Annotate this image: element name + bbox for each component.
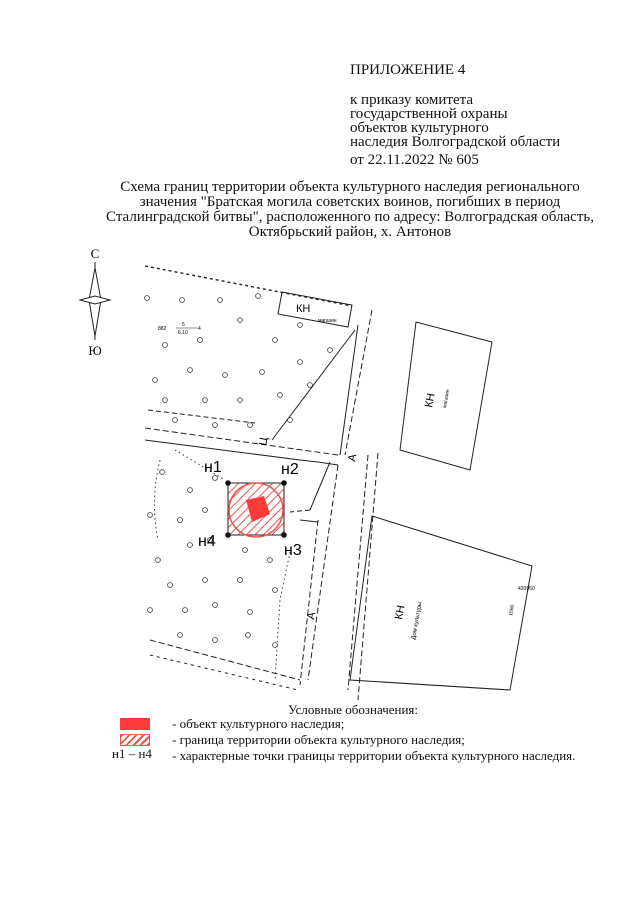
shop-building-right xyxy=(400,322,492,470)
tree-icon xyxy=(238,398,243,403)
tree-symbols xyxy=(145,294,333,648)
parcel-number: 882 xyxy=(158,326,167,332)
tree-icon xyxy=(243,548,248,553)
legend-object-swatch xyxy=(120,718,150,730)
parcel-fraction-bottom: 6.10 xyxy=(178,330,188,336)
south-label: Ю xyxy=(88,343,102,358)
tree-icon xyxy=(148,608,153,613)
zone-label-kn-2: КН xyxy=(423,392,438,409)
point-n2-label: н2 xyxy=(281,461,299,478)
title-line-4: Октябрьский район, х. Антонов xyxy=(248,224,452,240)
tree-icon xyxy=(153,378,158,383)
point-n3-label: н3 xyxy=(284,542,302,559)
tree-icon xyxy=(273,643,278,648)
tree-icon xyxy=(213,603,218,608)
tree-icon xyxy=(256,294,261,299)
tree-icon xyxy=(246,633,251,638)
zone-label-c: Ц xyxy=(257,436,271,447)
zone-label-kn-3: КН xyxy=(393,604,408,621)
tree-icon xyxy=(273,338,278,343)
point-n3-marker xyxy=(281,532,287,538)
zone-sub-shop-1: магазин xyxy=(318,318,337,324)
tree-icon xyxy=(188,368,193,373)
tree-icon xyxy=(213,423,218,428)
tree-icon xyxy=(213,638,218,643)
tree-icon xyxy=(298,360,303,365)
point-n4-marker xyxy=(225,532,231,538)
tree-icon xyxy=(198,338,203,343)
parcel-index: 4 xyxy=(198,326,201,332)
tree-icon xyxy=(278,393,283,398)
shop-building-top xyxy=(278,292,352,327)
tree-icon xyxy=(218,298,223,303)
tree-icon xyxy=(328,348,333,353)
legend-object-text: - объект культурного наследия; xyxy=(172,716,345,731)
tree-icon xyxy=(148,513,153,518)
tree-icon xyxy=(173,418,178,423)
tree-icon xyxy=(156,558,161,563)
culture-house-building xyxy=(350,516,535,690)
point-n2-marker xyxy=(281,480,287,486)
point-n1-marker xyxy=(225,480,231,486)
zone-label-kn-1: КН xyxy=(296,303,311,315)
title-line-2: значения "Братская могила советских воинов, погибших в период xyxy=(139,194,561,210)
tree-icon xyxy=(183,608,188,613)
heritage-territory xyxy=(198,459,302,559)
point-n4-label: н4 xyxy=(198,533,216,550)
tree-icon xyxy=(163,398,168,403)
north-label: С xyxy=(90,246,100,261)
legend-boundary-swatch xyxy=(120,734,150,746)
tree-icon xyxy=(298,323,303,328)
zone-label-a-2: А xyxy=(305,611,319,621)
road-top-edge xyxy=(145,266,352,306)
zone-sub-culture: Дом культуры xyxy=(411,601,424,641)
tree-icon xyxy=(273,588,278,593)
tree-icon xyxy=(248,610,253,615)
appendix-number: ПРИЛОЖЕНИЕ 4 xyxy=(350,62,466,78)
tree-icon xyxy=(268,558,273,563)
tree-icon xyxy=(213,476,218,481)
tree-icon xyxy=(223,373,228,378)
order-date: от 22.11.2022 № 605 xyxy=(350,152,479,168)
title-line-1: Схема границ территории объекта культурного наследия регионального xyxy=(120,179,580,195)
zone-label-a-1: А xyxy=(346,453,360,463)
north-arrow-icon xyxy=(80,246,110,358)
tree-icon xyxy=(168,583,173,588)
tree-icon xyxy=(163,343,168,348)
legend-points-text: - характерные точки границы территории объекта культурного наследия. xyxy=(172,748,576,763)
tree-icon xyxy=(308,383,313,388)
tree-icon xyxy=(188,543,193,548)
tree-icon xyxy=(238,318,243,323)
legend-boundary-text: - граница территории объекта культурного наследия; xyxy=(172,732,465,747)
order-line-2: государственной охраны xyxy=(350,106,508,122)
tree-icon xyxy=(203,578,208,583)
tree-icon xyxy=(260,370,265,375)
tree-icon xyxy=(188,488,193,493)
title-line-3: Сталинградской битвы", расположенного по адресу: Волгоградская область, xyxy=(106,209,594,225)
tree-icon xyxy=(248,423,253,428)
tree-icon xyxy=(178,633,183,638)
tree-icon xyxy=(203,508,208,513)
tree-icon xyxy=(145,296,150,301)
tree-icon xyxy=(288,418,293,423)
tree-icon xyxy=(238,578,243,583)
coord-label-1: 1590 xyxy=(508,604,516,617)
zone-sub-shop-2: магазин xyxy=(442,389,452,409)
order-line-1: к приказу комитета xyxy=(350,92,474,108)
tree-icon xyxy=(178,518,183,523)
coord-label-2: 420950 xyxy=(518,586,535,592)
tree-icon xyxy=(160,470,165,475)
order-line-3: объектов культурного xyxy=(350,120,489,136)
parcel-fraction-top: 5 xyxy=(182,322,185,328)
tree-icon xyxy=(203,398,208,403)
tree-icon xyxy=(180,298,185,303)
legend-points-symbol: н1 – н4 xyxy=(112,746,152,761)
order-line-4: наследия Волгоградской области xyxy=(350,134,561,150)
legend-title: Условные обозначения: xyxy=(288,702,419,717)
point-n1-label: н1 xyxy=(204,459,222,476)
